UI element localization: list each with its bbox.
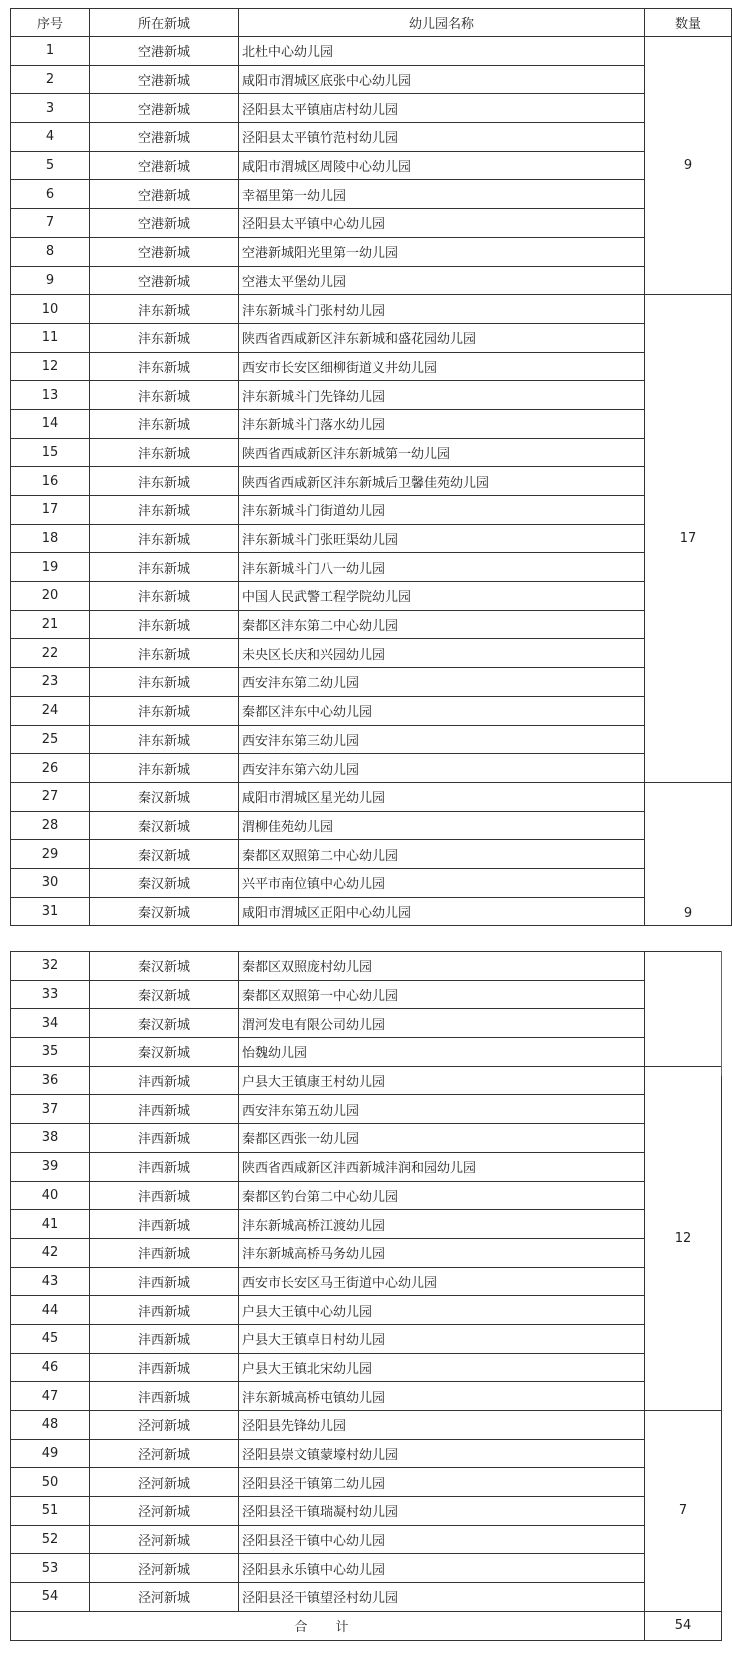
- table-row: [11, 1038, 722, 1067]
- row-city: 沣东新城: [90, 553, 239, 582]
- table-row: [11, 725, 732, 754]
- row-city: 沣西新城: [90, 1066, 239, 1095]
- row-index: 42: [11, 1238, 90, 1267]
- row-index: 19: [11, 553, 90, 582]
- row-city: 空港新城: [90, 237, 239, 266]
- table-row: [11, 1439, 722, 1468]
- row-index: 51: [11, 1497, 90, 1526]
- group-count: 9: [645, 37, 732, 295]
- row-kindergarten-name: 西安市长安区细柳街道义井幼儿园: [239, 352, 645, 381]
- row-index: 27: [11, 782, 90, 811]
- row-index: 20: [11, 582, 90, 611]
- row-index: 41: [11, 1210, 90, 1239]
- row-kindergarten-name: 泾阳县崇文镇蒙壕村幼儿园: [239, 1439, 645, 1468]
- row-kindergarten-name: 西安沣东第三幼儿园: [239, 725, 645, 754]
- row-city: 沣东新城: [90, 610, 239, 639]
- row-city: 空港新城: [90, 123, 239, 152]
- table-row: [11, 1152, 722, 1181]
- row-kindergarten-name: 北杜中心幼儿园: [239, 37, 645, 66]
- row-kindergarten-name: 户县大王镇康王村幼儿园: [239, 1066, 645, 1095]
- row-index: 37: [11, 1095, 90, 1124]
- row-index: 50: [11, 1468, 90, 1497]
- row-index: 49: [11, 1439, 90, 1468]
- row-index: 34: [11, 1009, 90, 1038]
- row-kindergarten-name: 秦都区钓台第二中心幼儿园: [239, 1181, 645, 1210]
- row-city: 秦汉新城: [90, 811, 239, 840]
- row-city: 空港新城: [90, 94, 239, 123]
- table-row: [11, 524, 732, 553]
- row-index: 26: [11, 754, 90, 783]
- header-city: 所在新城: [90, 9, 239, 37]
- row-kindergarten-name: 秦都区西张一幼儿园: [239, 1124, 645, 1153]
- row-index: 54: [11, 1583, 90, 1612]
- row-city: 沣东新城: [90, 668, 239, 697]
- table-row: [11, 1554, 722, 1583]
- row-kindergarten-name: 沣东新城斗门八一幼儿园: [239, 553, 645, 582]
- row-index: 35: [11, 1038, 90, 1067]
- row-city: 沣西新城: [90, 1382, 239, 1411]
- row-kindergarten-name: 沣东新城斗门先锋幼儿园: [239, 381, 645, 410]
- row-city: 沣东新城: [90, 323, 239, 352]
- row-index: 31: [11, 897, 90, 926]
- row-index: 39: [11, 1152, 90, 1181]
- row-kindergarten-name: 秦都区双照第二中心幼儿园: [239, 840, 645, 869]
- kindergarten-table-part2: [10, 951, 722, 1641]
- row-city: 秦汉新城: [90, 868, 239, 897]
- row-kindergarten-name: 西安沣东第二幼儿园: [239, 668, 645, 697]
- row-city: 沣东新城: [90, 725, 239, 754]
- row-city: 秦汉新城: [90, 1009, 239, 1038]
- row-city: 空港新城: [90, 180, 239, 209]
- row-index: 36: [11, 1066, 90, 1095]
- group-count: 9: [645, 782, 732, 925]
- table-row: [11, 1066, 722, 1095]
- row-city: 沣西新城: [90, 1353, 239, 1382]
- row-kindergarten-name: 空港新城阳光里第一幼儿园: [239, 237, 645, 266]
- table-row: [11, 94, 732, 123]
- row-kindergarten-name: 沣东新城高桥马务幼儿园: [239, 1238, 645, 1267]
- table-row: [11, 1238, 722, 1267]
- row-city: 沣东新城: [90, 754, 239, 783]
- row-city: 沣东新城: [90, 295, 239, 324]
- table-header-row: [11, 9, 732, 37]
- row-kindergarten-name: 泾阳县太平镇庙店村幼儿园: [239, 94, 645, 123]
- row-index: 46: [11, 1353, 90, 1382]
- total-row: [11, 1611, 722, 1640]
- table-row: [11, 1468, 722, 1497]
- table-row: [11, 266, 732, 295]
- row-index: 18: [11, 524, 90, 553]
- table-row: [11, 782, 732, 811]
- row-index: 10: [11, 295, 90, 324]
- row-city: 秦汉新城: [90, 897, 239, 926]
- row-index: 38: [11, 1124, 90, 1153]
- row-kindergarten-name: 幸福里第一幼儿园: [239, 180, 645, 209]
- table-row: [11, 1411, 722, 1440]
- table-row: [11, 65, 732, 94]
- row-kindergarten-name: 咸阳市渭城区底张中心幼儿园: [239, 65, 645, 94]
- row-city: 沣东新城: [90, 639, 239, 668]
- row-index: 15: [11, 438, 90, 467]
- table-row: [11, 1324, 722, 1353]
- row-index: 5: [11, 151, 90, 180]
- row-index: 16: [11, 467, 90, 496]
- row-index: 29: [11, 840, 90, 869]
- row-kindergarten-name: 沣东新城斗门落水幼儿园: [239, 409, 645, 438]
- row-city: 空港新城: [90, 37, 239, 66]
- row-index: 8: [11, 237, 90, 266]
- row-city: 泾河新城: [90, 1525, 239, 1554]
- table-row: [11, 582, 732, 611]
- row-city: 沣西新城: [90, 1095, 239, 1124]
- row-index: 1: [11, 37, 90, 66]
- table-row: [11, 1583, 722, 1612]
- row-kindergarten-name: 泾阳县泾干镇第二幼儿园: [239, 1468, 645, 1497]
- row-index: 22: [11, 639, 90, 668]
- row-kindergarten-name: 沣东新城斗门张村幼儿园: [239, 295, 645, 324]
- row-index: 28: [11, 811, 90, 840]
- row-index: 53: [11, 1554, 90, 1583]
- row-kindergarten-name: 西安沣东第六幼儿园: [239, 754, 645, 783]
- group-count: [645, 952, 722, 1067]
- row-city: 泾河新城: [90, 1439, 239, 1468]
- table-row: [11, 696, 732, 725]
- row-index: 25: [11, 725, 90, 754]
- row-index: 52: [11, 1525, 90, 1554]
- table-row: [11, 754, 732, 783]
- row-kindergarten-name: 咸阳市渭城区星光幼儿园: [239, 782, 645, 811]
- table-row: [11, 1382, 722, 1411]
- row-kindergarten-name: 沣东新城斗门街道幼儿园: [239, 496, 645, 525]
- row-city: 空港新城: [90, 266, 239, 295]
- row-index: 48: [11, 1411, 90, 1440]
- group-count: 17: [645, 295, 732, 783]
- table-row: [11, 1267, 722, 1296]
- row-index: 44: [11, 1296, 90, 1325]
- total-value: 54: [645, 1611, 722, 1640]
- table-row: [11, 496, 732, 525]
- row-kindergarten-name: 陕西省西咸新区沣西新城沣润和园幼儿园: [239, 1152, 645, 1181]
- row-city: 泾河新城: [90, 1583, 239, 1612]
- row-kindergarten-name: 渭河发电有限公司幼儿园: [239, 1009, 645, 1038]
- table-row: [11, 295, 732, 324]
- table-row: [11, 553, 732, 582]
- row-kindergarten-name: 泾阳县太平镇中心幼儿园: [239, 209, 645, 238]
- row-city: 沣东新城: [90, 467, 239, 496]
- row-city: 秦汉新城: [90, 782, 239, 811]
- table-row: [11, 1525, 722, 1554]
- table-row: [11, 151, 732, 180]
- row-city: 空港新城: [90, 151, 239, 180]
- row-index: 6: [11, 180, 90, 209]
- kindergarten-table-part1: [10, 8, 732, 926]
- table-row: [11, 897, 732, 926]
- row-index: 11: [11, 323, 90, 352]
- row-city: 沣东新城: [90, 381, 239, 410]
- table-row: [11, 409, 732, 438]
- row-kindergarten-name: 泾阳县泾干镇望泾村幼儿园: [239, 1583, 645, 1612]
- row-city: 空港新城: [90, 209, 239, 238]
- row-kindergarten-name: 空港太平堡幼儿园: [239, 266, 645, 295]
- row-kindergarten-name: 泾阳县泾干镇瑞凝村幼儿园: [239, 1497, 645, 1526]
- row-kindergarten-name: 咸阳市渭城区周陵中心幼儿园: [239, 151, 645, 180]
- row-city: 空港新城: [90, 65, 239, 94]
- row-city: 沣东新城: [90, 352, 239, 381]
- row-city: 秦汉新城: [90, 952, 239, 981]
- row-index: 14: [11, 409, 90, 438]
- row-city: 沣西新城: [90, 1152, 239, 1181]
- row-kindergarten-name: 咸阳市渭城区正阳中心幼儿园: [239, 897, 645, 926]
- row-index: 24: [11, 696, 90, 725]
- row-index: 17: [11, 496, 90, 525]
- row-kindergarten-name: 兴平市南位镇中心幼儿园: [239, 868, 645, 897]
- table-row: [11, 381, 732, 410]
- row-city: 沣东新城: [90, 524, 239, 553]
- row-index: 30: [11, 868, 90, 897]
- table-row: [11, 438, 732, 467]
- row-kindergarten-name: 西安沣东第五幼儿园: [239, 1095, 645, 1124]
- row-city: 泾河新城: [90, 1554, 239, 1583]
- row-city: 秦汉新城: [90, 840, 239, 869]
- table-row: [11, 467, 732, 496]
- row-city: 沣东新城: [90, 438, 239, 467]
- header-name: 幼儿园名称: [239, 9, 645, 37]
- row-index: 7: [11, 209, 90, 238]
- table-row: [11, 1210, 722, 1239]
- row-kindergarten-name: 泾阳县永乐镇中心幼儿园: [239, 1554, 645, 1583]
- row-kindergarten-name: 中国人民武警工程学院幼儿园: [239, 582, 645, 611]
- total-label: 合 计: [11, 1611, 645, 1640]
- row-city: 沣西新城: [90, 1181, 239, 1210]
- row-kindergarten-name: 陕西省西咸新区沣东新城第一幼儿园: [239, 438, 645, 467]
- row-index: 9: [11, 266, 90, 295]
- row-kindergarten-name: 陕西省西咸新区沣东新城后卫馨佳苑幼儿园: [239, 467, 645, 496]
- row-kindergarten-name: 秦都区沣东中心幼儿园: [239, 696, 645, 725]
- row-city: 沣东新城: [90, 409, 239, 438]
- row-city: 沣西新城: [90, 1324, 239, 1353]
- row-kindergarten-name: 户县大王镇中心幼儿园: [239, 1296, 645, 1325]
- row-city: 沣西新城: [90, 1238, 239, 1267]
- row-kindergarten-name: 泾阳县泾干镇中心幼儿园: [239, 1525, 645, 1554]
- row-city: 泾河新城: [90, 1497, 239, 1526]
- row-index: 21: [11, 610, 90, 639]
- row-kindergarten-name: 未央区长庆和兴园幼儿园: [239, 639, 645, 668]
- row-kindergarten-name: 秦都区沣东第二中心幼儿园: [239, 610, 645, 639]
- table-row: [11, 610, 732, 639]
- table-row: [11, 237, 732, 266]
- table-row: [11, 1353, 722, 1382]
- row-index: 47: [11, 1382, 90, 1411]
- table-row: [11, 323, 732, 352]
- group-count: 7: [645, 1411, 722, 1612]
- table-row: [11, 1009, 722, 1038]
- group-count: 12: [645, 1066, 722, 1410]
- row-kindergarten-name: 西安市长安区马王街道中心幼儿园: [239, 1267, 645, 1296]
- table-row: [11, 123, 732, 152]
- table-row: [11, 952, 722, 981]
- row-index: 33: [11, 980, 90, 1009]
- table-row: [11, 1095, 722, 1124]
- row-index: 43: [11, 1267, 90, 1296]
- row-kindergarten-name: 秦都区双照第一中心幼儿园: [239, 980, 645, 1009]
- row-index: 3: [11, 94, 90, 123]
- row-city: 泾河新城: [90, 1411, 239, 1440]
- row-city: 沣东新城: [90, 582, 239, 611]
- row-kindergarten-name: 沣东新城斗门张旺渠幼儿园: [239, 524, 645, 553]
- table-row: [11, 180, 732, 209]
- table-row: [11, 1181, 722, 1210]
- row-index: 13: [11, 381, 90, 410]
- row-city: 泾河新城: [90, 1468, 239, 1497]
- row-city: 沣西新城: [90, 1124, 239, 1153]
- table-row: [11, 352, 732, 381]
- row-kindergarten-name: 陕西省西咸新区沣东新城和盛花园幼儿园: [239, 323, 645, 352]
- table-row: [11, 1296, 722, 1325]
- row-kindergarten-name: 沣东新城高桥屯镇幼儿园: [239, 1382, 645, 1411]
- table-row: [11, 1497, 722, 1526]
- table-row: [11, 668, 732, 697]
- row-kindergarten-name: 泾阳县太平镇竹范村幼儿园: [239, 123, 645, 152]
- row-city: 沣东新城: [90, 696, 239, 725]
- header-idx: 序号: [11, 9, 90, 37]
- row-kindergarten-name: 沣东新城高桥江渡幼儿园: [239, 1210, 645, 1239]
- table-row: [11, 639, 732, 668]
- table-row: [11, 811, 732, 840]
- table-row: [11, 209, 732, 238]
- row-index: 45: [11, 1324, 90, 1353]
- row-city: 沣西新城: [90, 1296, 239, 1325]
- row-kindergarten-name: 泾阳县先锋幼儿园: [239, 1411, 645, 1440]
- page-edge-line: [721, 951, 726, 1076]
- row-kindergarten-name: 户县大王镇卓日村幼儿园: [239, 1324, 645, 1353]
- row-index: 32: [11, 952, 90, 981]
- row-city: 秦汉新城: [90, 980, 239, 1009]
- row-index: 40: [11, 1181, 90, 1210]
- row-city: 沣西新城: [90, 1267, 239, 1296]
- row-city: 沣西新城: [90, 1210, 239, 1239]
- row-index: 4: [11, 123, 90, 152]
- row-kindergarten-name: 秦都区双照庞村幼儿园: [239, 952, 645, 981]
- table-row: [11, 840, 732, 869]
- row-kindergarten-name: 渭柳佳苑幼儿园: [239, 811, 645, 840]
- table-row: [11, 980, 722, 1009]
- table-row: [11, 1124, 722, 1153]
- table-row: [11, 868, 732, 897]
- row-index: 2: [11, 65, 90, 94]
- row-index: 12: [11, 352, 90, 381]
- row-kindergarten-name: 户县大王镇北宋幼儿园: [239, 1353, 645, 1382]
- row-city: 沣东新城: [90, 496, 239, 525]
- row-kindergarten-name: 怡魏幼儿园: [239, 1038, 645, 1067]
- header-count: 数量: [645, 9, 732, 37]
- table-row: [11, 37, 732, 66]
- row-index: 23: [11, 668, 90, 697]
- row-city: 秦汉新城: [90, 1038, 239, 1067]
